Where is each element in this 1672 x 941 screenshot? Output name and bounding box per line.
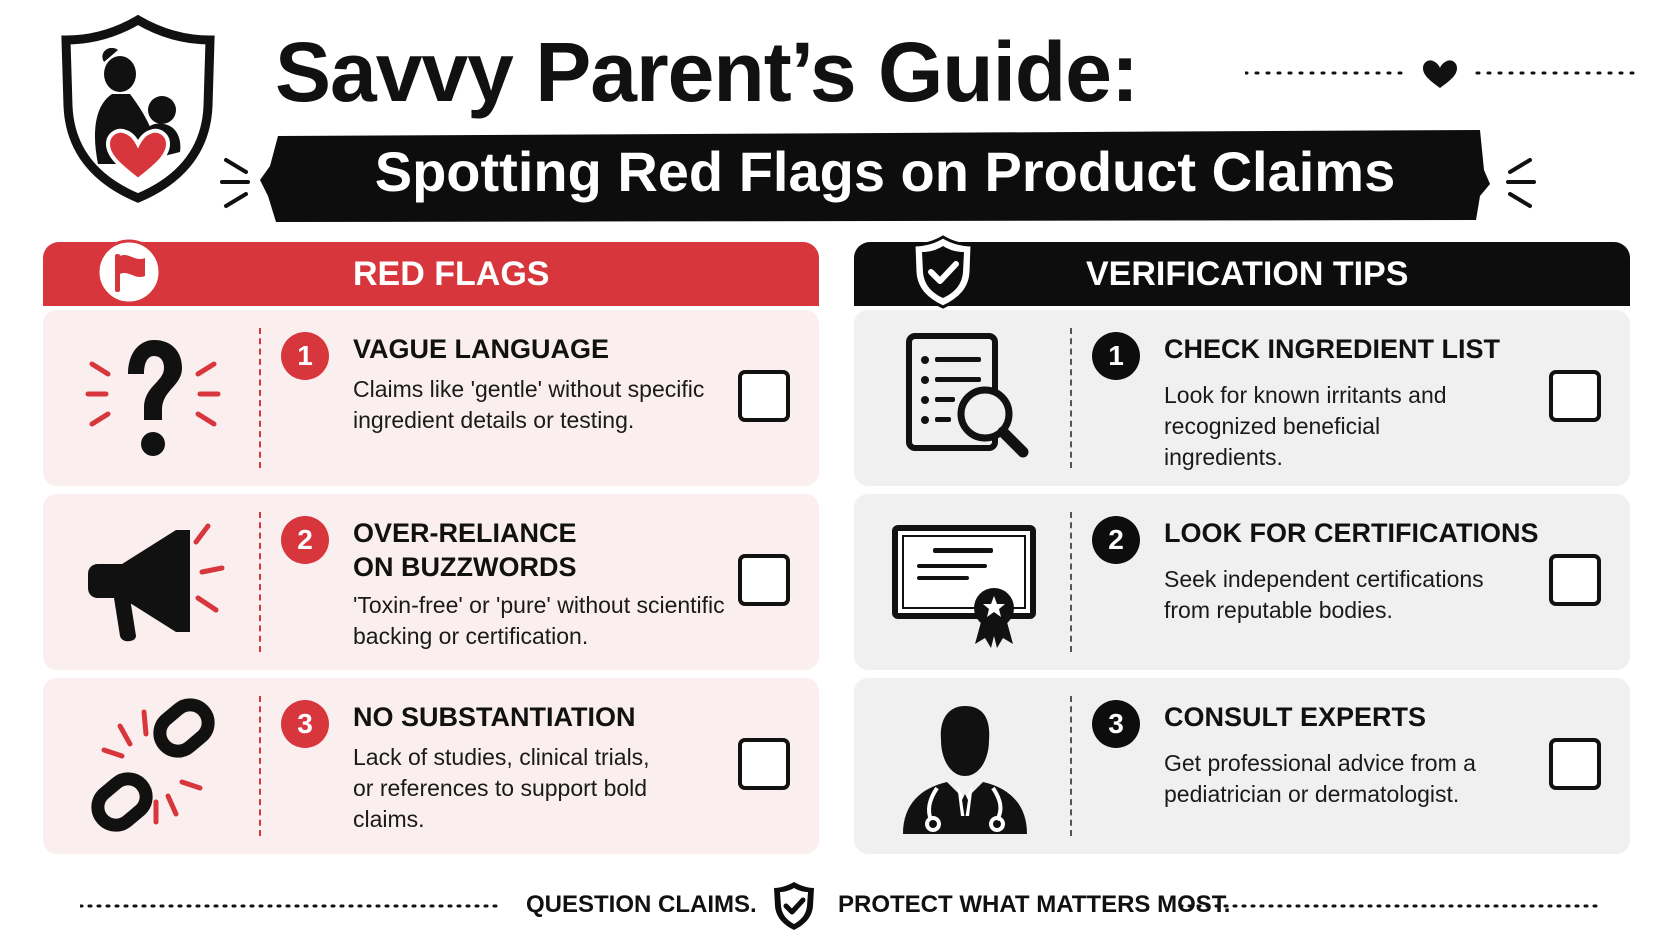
step-number-badge: 3 (1092, 700, 1140, 748)
heart-icon (1423, 60, 1457, 88)
megaphone-icon (78, 512, 228, 652)
red-flag-card-3 (43, 678, 819, 854)
doctor-icon (889, 696, 1039, 836)
verification-tips-title: VERIFICATION TIPS (1086, 255, 1409, 293)
broken-chain-icon (78, 696, 228, 836)
red-flag-checkbox-3[interactable] (738, 738, 790, 790)
verification-card-3 (854, 678, 1630, 854)
footer-slogan-left: QUESTION CLAIMS. (526, 891, 757, 918)
certificate-icon (889, 512, 1039, 652)
page-subtitle: Spotting Red Flags on Product Claims (374, 140, 1396, 203)
dashed-divider (259, 696, 261, 836)
dashed-divider (259, 328, 261, 468)
step-number-badge: 1 (281, 332, 329, 380)
verification-checkbox-2[interactable] (1549, 554, 1601, 606)
step-number-badge: 3 (281, 700, 329, 748)
shield-check-icon (910, 234, 976, 310)
page-title: Savvy Parent’s Guide: (275, 25, 1138, 119)
step-number-badge: 2 (281, 516, 329, 564)
checklist-magnifier-icon (889, 328, 1039, 468)
red-flag-checkbox-1[interactable] (738, 370, 790, 422)
dashed-divider (1070, 696, 1072, 836)
red-flag-title: OVER-RELIANCE ON BUZZWORDS (353, 518, 577, 582)
red-flag-title: VAGUE LANGUAGE (353, 334, 610, 364)
red-flag-checkbox-2[interactable] (738, 554, 790, 606)
verification-card-2 (854, 494, 1630, 670)
verification-tip-title: CHECK INGREDIENT LIST (1164, 334, 1501, 364)
red-flag-description: Claims like 'gentle' without specific ingredient details or testing. (353, 376, 705, 433)
dotted-heart-decoration (1245, 50, 1635, 96)
parent-child-shield-logo-icon (58, 14, 218, 204)
verification-tip-title: CONSULT EXPERTS (1164, 702, 1427, 732)
flag-icon (95, 238, 163, 306)
red-flags-title: RED FLAGS (353, 255, 550, 293)
red-flag-card-2 (43, 494, 819, 670)
verification-tip-description: Get professional advice from a pediatrician or dermatologist. (1164, 750, 1476, 807)
red-flag-description: 'Toxin-free' or 'pure' without scientific backing or certification. (353, 592, 725, 649)
red-flag-description: Lack of studies, clinical trials, or references to support bold claims. (353, 744, 650, 832)
red-flag-card-1 (43, 310, 819, 486)
shield-check-icon (770, 880, 818, 932)
dashed-divider (1070, 512, 1072, 652)
step-number-badge: 1 (1092, 332, 1140, 380)
footer-slogan-right: PROTECT WHAT MATTERS MOST. (838, 891, 1231, 918)
dashed-divider (1070, 328, 1072, 468)
red-flag-title: NO SUBSTANTIATION (353, 702, 636, 732)
dashed-divider (259, 512, 261, 652)
verification-tip-description: Look for known irritants and recognized beneficial ingredients. (1164, 382, 1447, 470)
step-number-badge: 2 (1092, 516, 1140, 564)
verification-checkbox-1[interactable] (1549, 370, 1601, 422)
verification-tip-description: Seek independent certifications from reputable bodies. (1164, 566, 1484, 623)
verification-card-1 (854, 310, 1630, 486)
verification-checkbox-3[interactable] (1549, 738, 1601, 790)
question-mark-icon (78, 328, 228, 468)
verification-tip-title: LOOK FOR CERTIFICATIONS (1164, 518, 1539, 548)
